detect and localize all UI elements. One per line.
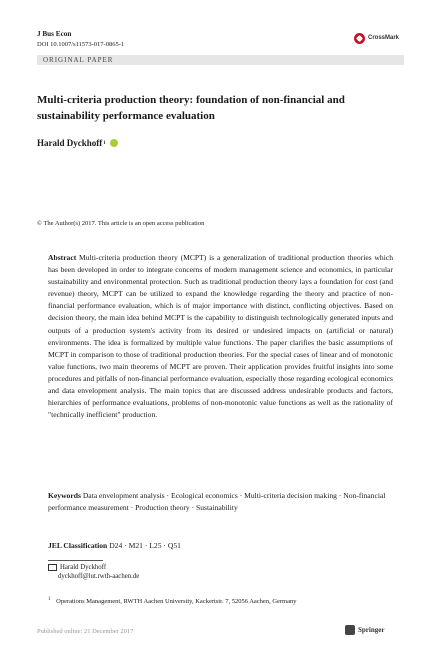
jel-label: JEL Classification <box>48 541 108 550</box>
footnote-divider <box>48 560 103 561</box>
affiliation <box>48 597 297 605</box>
springer-label: Springer <box>358 626 385 634</box>
doi[interactable]: DOI 10.1007/s11573-017-0865-1 <box>37 41 125 48</box>
author-name[interactable]: Harald Dyckhoff <box>37 138 103 148</box>
jel-codes: D24 · M21 · L25 · Q51 <box>109 541 181 550</box>
keywords-text: Data envelopment analysis · Ecological economics · Multi-criteria decision making · Non-financial performance measurement · Production theory · Sustainability <box>48 491 386 513</box>
crossmark-icon <box>354 33 365 44</box>
keywords <box>48 490 388 514</box>
paper-title: Multi-criteria production theory: foundation of non-financial and sustainability performance evaluation <box>37 94 345 122</box>
copyright-notice: © The Author(s) 2017. This article is an open access publication <box>37 220 205 227</box>
crossmark-label: CrossMark <box>368 35 400 41</box>
published-date: Published online: 21 December 2017 <box>37 628 134 635</box>
journal-name: J Bus Econ <box>37 30 72 38</box>
correspondence <box>48 563 139 581</box>
keywords-label: Keywords <box>48 491 81 500</box>
crossmark-badge[interactable] <box>354 30 404 46</box>
section-bar <box>37 55 404 65</box>
affiliation-text: Operations Management, RWTH Aachen University, Kackertstr. 7, 52056 Aachen, Germany <box>56 598 297 606</box>
orcid-icon[interactable] <box>110 139 118 147</box>
section-label: ORIGINAL PAPER <box>43 56 114 64</box>
abstract-label: Abstract <box>48 253 77 262</box>
abstract <box>48 252 393 421</box>
correspondence-name: Harald Dyckhoff <box>60 564 107 571</box>
affiliation-number: 1 <box>48 597 51 602</box>
author-line <box>37 138 118 148</box>
springer-logo <box>345 625 384 635</box>
springer-horse-icon <box>345 625 355 635</box>
jel-classification <box>48 541 181 550</box>
author-affiliation-sup: 1 <box>103 140 106 146</box>
correspondence-email[interactable]: dyckhoff@lut.rwth-aachen.de <box>58 573 140 580</box>
mail-icon <box>48 564 57 571</box>
abstract-text: Multi-criteria production theory (MCPT) is a generalization of traditional production theories which has been developed in order to integrate concerns of modern management science and economics, in particular sustainability and environmental protection. Such as traditional production theory lays a foundation for cost (and revenue) theory, MCPT can be utilized to expand the knowledge regarding the theory and practice of non-financial performance evaluation, which is of major importance with distinct, conflicting objectives. Based on decision theory, the main idea behind MCPT is the capability to distinguish technologically generated inputs and outputs of a production system's activity from its desired or undesired impacts on (artificial or natural) environments. The idea is formalized by multiple value functions. The paper clarifies the basic assumptions of MCPT in comparison to those of traditional production theories. For the special cases of linear and of monotonic value functions, two main theorems of MCPT are proven. Their application provides fruitful insights into some procedures and pitfalls of non-financial performance evaluation, especially those regarding ecological economics and data envelopment analysis. The main topics that are discussed address undesirable products and factors, hierarchies of performance evaluations, problems of non-monotonic value functions as well as the rationality of "technically inefficient" production. <box>48 253 393 420</box>
